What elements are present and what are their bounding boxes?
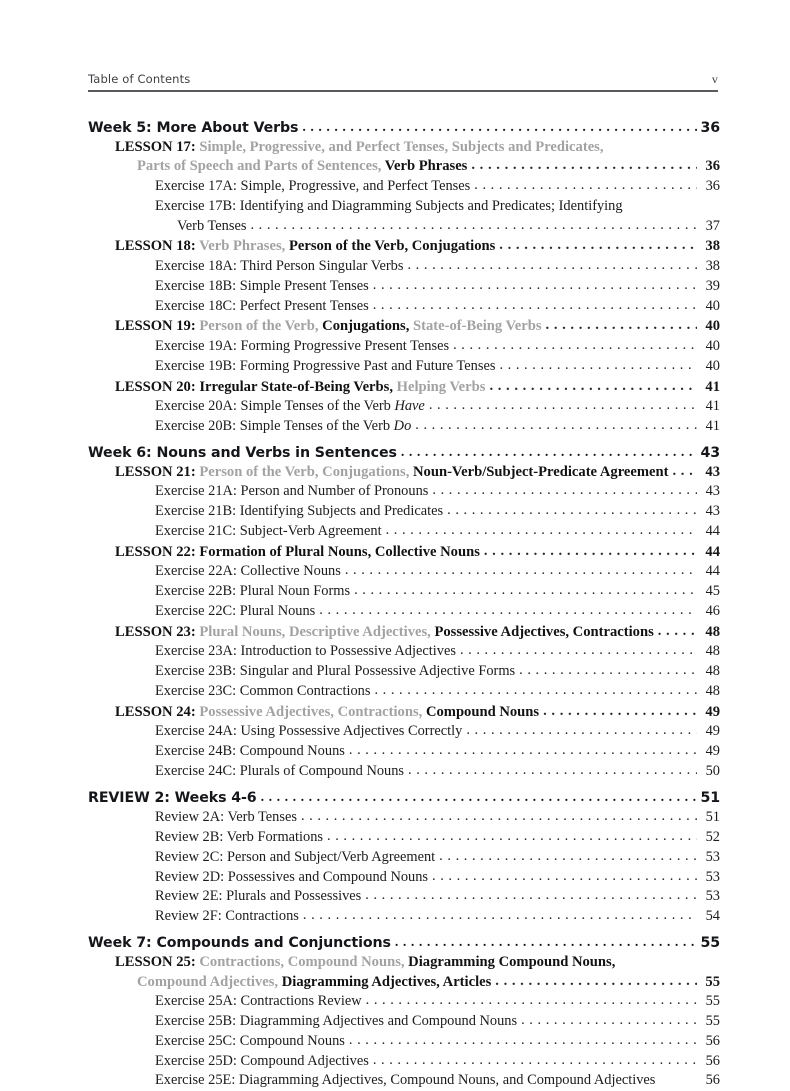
toc-exercise-entry[interactable] — [155, 297, 720, 317]
exercise-entry-label: Exercise 25D: Compound Adjectives — [155, 1052, 369, 1069]
page-number: 48 — [705, 643, 720, 660]
toc-exercise-entry[interactable] — [155, 662, 720, 682]
page-number: 46 — [705, 602, 720, 619]
toc-exercise-entry[interactable] — [155, 602, 720, 622]
page-number: 56 — [705, 1072, 720, 1089]
toc-exercise-entry[interactable] — [155, 848, 720, 868]
dot-leader — [499, 356, 697, 376]
toc-lesson-entry[interactable] — [115, 317, 720, 336]
exercise-entry-label: Exercise 24B: Compound Nouns — [155, 743, 345, 760]
toc-exercise-entry[interactable] — [155, 1071, 720, 1091]
toc-exercise-entry[interactable] — [155, 357, 720, 377]
lesson-entry-label-line2 — [137, 973, 720, 992]
toc-lesson-entry[interactable] — [115, 463, 720, 482]
dot-leader — [415, 416, 697, 436]
exercise-label-text: Exercise 20A: Simple Tenses of the Verb — [155, 398, 395, 415]
exercise-entry-label-line2-text: Verb Tenses — [177, 217, 247, 234]
page-number: 43 — [700, 444, 720, 461]
toc-exercise-entry[interactable] — [155, 522, 720, 542]
exercise-entry-label: Exercise 24C: Plurals of Compound Nouns — [155, 763, 405, 780]
lesson-number: LESSON 24: — [115, 703, 196, 720]
dot-leader — [521, 1011, 697, 1031]
toc-exercise-entry[interactable] — [155, 992, 720, 1012]
dot-leader — [349, 741, 697, 761]
lesson-number: LESSON 23: — [115, 623, 196, 640]
lesson-entry-label-line1 — [115, 138, 720, 157]
lesson-review-topic: Possessive Adjectives, Contractions, — [195, 703, 423, 720]
page-number: 41 — [705, 398, 720, 415]
exercise-entry-label: Exercise 25E: Diagramming Adjectives, Compound Nouns, and Compound Adjectives — [155, 1072, 656, 1089]
running-head-title: Table of Contents — [88, 72, 191, 86]
dot-leader — [354, 581, 697, 601]
page-number: 40 — [705, 297, 720, 314]
dot-leader — [453, 336, 697, 356]
dot-leader — [395, 935, 697, 951]
lesson-entry-label — [115, 623, 654, 642]
page-number: 40 — [705, 357, 720, 374]
dot-leader — [373, 1051, 697, 1071]
toc-exercise-entry[interactable] — [155, 417, 720, 437]
page-number: 40 — [705, 337, 720, 354]
toc-exercise-entry[interactable] — [155, 1052, 720, 1072]
page-number: 36 — [700, 120, 720, 136]
lesson-review-topic: Parts of Speech and Parts of Sentences, — [137, 158, 382, 175]
week-heading-label: Week 7: Compounds and Conjunctions — [88, 935, 391, 952]
lesson-new-topic: Noun-Verb/Subject-Predicate Agreement — [409, 463, 669, 480]
page-number: 55 — [700, 935, 720, 952]
page-number: 49 — [705, 743, 720, 760]
exercise-label-italic-term: Do — [393, 417, 412, 434]
dot-leader — [673, 462, 698, 481]
toc-exercise-entry[interactable] — [155, 337, 720, 357]
page-number: 53 — [705, 848, 720, 865]
toc-lesson-entry[interactable] — [115, 237, 720, 256]
exercise-entry-label: Exercise 19B: Forming Progressive Past and Future Tenses — [155, 357, 496, 374]
dot-leader — [495, 972, 697, 991]
exercise-entry-label: Exercise 25C: Compound Nouns — [155, 1032, 345, 1049]
page-number: 54 — [705, 908, 720, 925]
page-number: 40 — [705, 318, 720, 335]
dot-leader — [303, 906, 697, 926]
toc-exercise-entry[interactable] — [155, 887, 720, 907]
lesson-number: LESSON 25: — [115, 954, 196, 971]
page-number: 55 — [705, 992, 720, 1009]
lesson-new-topic: Conjugations, — [318, 318, 410, 335]
page-number: 49 — [705, 723, 720, 740]
toc-lesson-entry[interactable] — [115, 138, 720, 177]
exercise-entry-label: Review 2E: Plurals and Possessives — [155, 888, 362, 905]
page-number: 48 — [705, 683, 720, 699]
dot-leader — [366, 991, 697, 1011]
page-number: 44 — [705, 543, 720, 560]
toc-exercise-entry[interactable] — [155, 808, 720, 828]
dot-leader — [432, 481, 697, 501]
dot-leader — [407, 256, 697, 276]
toc-exercise-entry[interactable] — [155, 1032, 720, 1052]
lesson-entry-label-line2-text — [137, 157, 467, 176]
page-number: 38 — [705, 238, 720, 255]
dot-leader — [345, 561, 697, 581]
toc-lesson-entry[interactable] — [115, 378, 720, 397]
dot-leader — [327, 827, 697, 847]
lesson-new-topic: Diagramming Adjectives, Articles — [278, 973, 492, 990]
dot-leader — [432, 867, 697, 887]
lesson-new-topic: Verb Phrases — [381, 158, 468, 175]
toc-lesson-entry[interactable] — [115, 953, 720, 992]
lesson-review-topic: Simple, Progressive, and Perfect Tenses, Subjects and Predicates, — [195, 139, 604, 155]
exercise-entry-label: Exercise 21B: Identifying Subjects and Predicates — [155, 503, 444, 520]
dot-leader — [658, 622, 697, 641]
page-number: 36 — [705, 158, 720, 175]
toc-lesson-entry[interactable] — [115, 703, 720, 722]
dot-leader — [250, 216, 697, 236]
toc-exercise-entry[interactable] — [155, 742, 720, 762]
toc-week-heading[interactable] — [88, 445, 720, 462]
dot-leader — [484, 542, 697, 561]
page-number: 51 — [700, 789, 720, 806]
lesson-entry-label — [115, 463, 669, 482]
exercise-entry-label-line1: Exercise 17B: Identifying and Diagramming Subjects and Predicates; Identifying — [155, 197, 623, 214]
toc-exercise-entry[interactable] — [155, 562, 720, 582]
toc-exercise-entry[interactable] — [155, 1012, 720, 1032]
dot-leader — [546, 316, 697, 335]
page-number: 56 — [705, 1032, 720, 1049]
page-number: 41 — [705, 378, 720, 395]
toc-exercise-entry[interactable] — [155, 722, 720, 742]
toc-exercise-entry[interactable] — [155, 682, 720, 702]
page-number: 48 — [705, 663, 720, 680]
page-number: 41 — [705, 417, 720, 434]
exercise-entry-label: Exercise 25B: Diagramming Adjectives and Compound Nouns — [155, 1012, 518, 1029]
toc-exercise-entry[interactable] — [155, 868, 720, 888]
dot-leader — [519, 661, 697, 681]
lesson-entry-label — [115, 378, 485, 397]
dot-leader — [401, 445, 697, 461]
page-number: 37 — [705, 217, 720, 234]
lesson-number: LESSON 18: — [115, 238, 196, 255]
dot-leader — [474, 176, 697, 196]
page-number: 45 — [705, 583, 720, 600]
toc-exercise-entry[interactable] — [155, 177, 720, 197]
dot-leader — [543, 702, 697, 721]
lesson-review-topic: Verb Phrases, — [195, 238, 286, 255]
exercise-entry-label: Review 2D: Possessives and Compound Nouns — [155, 868, 429, 885]
lesson-entry-label-line1 — [115, 953, 720, 972]
lesson-number: LESSON 22: — [115, 543, 196, 560]
exercise-entry-label: Review 2C: Person and Subject/Verb Agreement — [155, 848, 436, 865]
lesson-entry-label — [115, 543, 480, 562]
page-number: 53 — [705, 888, 720, 905]
lesson-entry-label — [115, 237, 495, 256]
exercise-entry-label: Exercise 25A: Contractions Review — [155, 992, 362, 1009]
exercise-entry-label: Exercise 23C: Common Contractions — [155, 683, 371, 699]
lesson-new-topic: Diagramming Compound Nouns, — [404, 954, 616, 971]
page-number: 56 — [705, 1052, 720, 1069]
dot-leader — [373, 296, 697, 316]
lesson-review-topic: Contractions, Compound Nouns, — [195, 954, 405, 971]
toc-lesson-entry[interactable] — [115, 543, 720, 562]
running-head — [88, 72, 718, 87]
page-number: 55 — [705, 1012, 720, 1029]
dot-leader — [374, 681, 697, 701]
page-number: 44 — [705, 563, 720, 580]
page-number: 44 — [705, 522, 720, 539]
exercise-entry-label: Exercise 21C: Subject-Verb Agreement — [155, 522, 382, 539]
dot-leader — [471, 156, 697, 175]
toc-exercise-entry[interactable] — [155, 907, 720, 927]
lesson-new-topic: Compound Nouns — [422, 703, 540, 720]
toc-exercise-entry[interactable] — [155, 502, 720, 522]
toc-exercise-entry[interactable] — [155, 828, 720, 848]
lesson-new-topic: Person of the Verb, Conjugations — [285, 238, 496, 255]
exercise-entry-label: Exercise 22A: Collective Nouns — [155, 563, 341, 580]
exercise-entry-label: Exercise 23A: Introduction to Possessive Adjectives — [155, 643, 456, 660]
page-number: 43 — [705, 463, 720, 480]
toc-exercise-entry[interactable] — [155, 397, 720, 417]
page-number: 49 — [705, 703, 720, 720]
lesson-entry-label-line2-text — [137, 973, 491, 992]
exercise-entry-label: Exercise 17A: Simple, Progressive, and Perfect Tenses — [155, 177, 471, 194]
dot-leader — [466, 721, 697, 741]
lesson-review-topic: Helping Verbs — [392, 378, 486, 395]
lesson-review-topic: Compound Adjectives, — [137, 973, 279, 990]
exercise-entry-label: Exercise 18A: Third Person Singular Verbs — [155, 257, 404, 274]
week-heading-label: Week 6: Nouns and Verbs in Sentences — [88, 444, 397, 461]
dot-leader — [429, 396, 697, 416]
dot-leader — [408, 761, 697, 781]
page-number: 52 — [705, 828, 720, 845]
dot-leader — [301, 807, 697, 827]
lesson-new-topic: Irregular State-of-Being Verbs, — [195, 378, 393, 395]
exercise-entry-label: Exercise 22C: Plural Nouns — [155, 602, 316, 619]
lesson-entry-label-line2 — [137, 157, 720, 176]
page-number: 36 — [705, 177, 720, 194]
exercise-entry-label: Exercise 19A: Forming Progressive Present Tenses — [155, 337, 450, 354]
page-number: 43 — [705, 483, 720, 500]
dot-leader — [489, 377, 697, 396]
lesson-number: LESSON 17: — [115, 139, 196, 155]
exercise-entry-label: Exercise 23B: Singular and Plural Possessive Adjective Forms — [155, 663, 516, 680]
week-heading-label: Week 5: More About Verbs — [88, 120, 299, 136]
week-heading-label: REVIEW 2: Weeks 4-6 — [88, 789, 257, 806]
exercise-entry-label: Exercise 21A: Person and Number of Pronouns — [155, 483, 429, 500]
exercise-entry-label — [155, 397, 425, 417]
toc-entry-list — [88, 120, 720, 1091]
running-head-rule — [88, 90, 718, 92]
dot-leader — [349, 1031, 697, 1051]
toc-week-heading[interactable] — [88, 120, 720, 137]
exercise-entry-label: Exercise 24A: Using Possessive Adjectives Correctly — [155, 723, 463, 740]
lesson-review-topic: Plural Nouns, Descriptive Adjectives, — [195, 623, 431, 640]
page-number: 51 — [705, 808, 720, 825]
lesson-new-topic: Possessive Adjectives, Contractions — [430, 623, 654, 640]
exercise-entry-label: Review 2A: Verb Tenses — [155, 808, 297, 825]
exercise-entry-label — [155, 417, 411, 437]
dot-leader — [302, 120, 697, 136]
toc-exercise-entry[interactable] — [155, 277, 720, 297]
exercise-entry-label-line2 — [177, 217, 720, 237]
exercise-entry-label: Review 2B: Verb Formations — [155, 828, 324, 845]
page-number: 39 — [705, 277, 720, 294]
dot-leader — [261, 790, 697, 806]
toc-exercise-entry[interactable] — [155, 642, 720, 662]
exercise-entry-label: Review 2F: Contractions — [155, 908, 299, 925]
dot-leader — [319, 601, 697, 621]
exercise-entry-label: Exercise 22B: Plural Noun Forms — [155, 583, 351, 600]
page-number: 53 — [705, 868, 720, 885]
lesson-review-topic: Person of the Verb, Conjugations, — [195, 463, 410, 480]
toc-week-heading[interactable] — [88, 790, 720, 807]
lesson-entry-label — [115, 317, 542, 336]
toc-exercise-entry[interactable] — [155, 197, 720, 237]
lesson-new-topic: Formation of Plural Nouns, Collective Nouns — [195, 543, 480, 560]
lesson-review-topic: State-of-Being Verbs — [409, 318, 542, 335]
toc-exercise-entry[interactable] — [155, 482, 720, 502]
dot-leader — [447, 501, 697, 521]
exercise-entry-label: Exercise 18C: Perfect Present Tenses — [155, 297, 369, 314]
lesson-number: LESSON 21: — [115, 463, 196, 480]
dot-leader — [460, 641, 697, 661]
lesson-number: LESSON 20: — [115, 378, 196, 395]
dot-leader — [439, 847, 697, 867]
page-number: 38 — [705, 257, 720, 274]
toc-exercise-entry[interactable] — [155, 257, 720, 277]
page-number: 48 — [705, 623, 720, 640]
toc-exercise-entry[interactable] — [155, 582, 720, 602]
exercise-label-italic-term: Have — [394, 398, 425, 415]
dot-leader — [386, 521, 697, 541]
exercise-entry-label: Exercise 18B: Simple Present Tenses — [155, 277, 369, 294]
dot-leader — [373, 276, 697, 296]
lesson-entry-label — [115, 703, 539, 722]
page-number: 50 — [705, 763, 720, 780]
toc-exercise-entry[interactable] — [155, 762, 720, 782]
running-head-folio: v — [711, 72, 718, 86]
page-number: 55 — [705, 973, 720, 990]
toc-week-heading[interactable] — [88, 935, 720, 952]
lesson-number: LESSON 19: — [115, 318, 196, 335]
page-number: 43 — [705, 503, 720, 520]
lesson-review-topic: Person of the Verb, — [195, 318, 319, 335]
dot-leader — [499, 236, 697, 255]
exercise-label-text: Exercise 20B: Simple Tenses of the Verb — [155, 417, 394, 434]
dot-leader — [365, 886, 697, 906]
toc-lesson-entry[interactable] — [115, 623, 720, 642]
